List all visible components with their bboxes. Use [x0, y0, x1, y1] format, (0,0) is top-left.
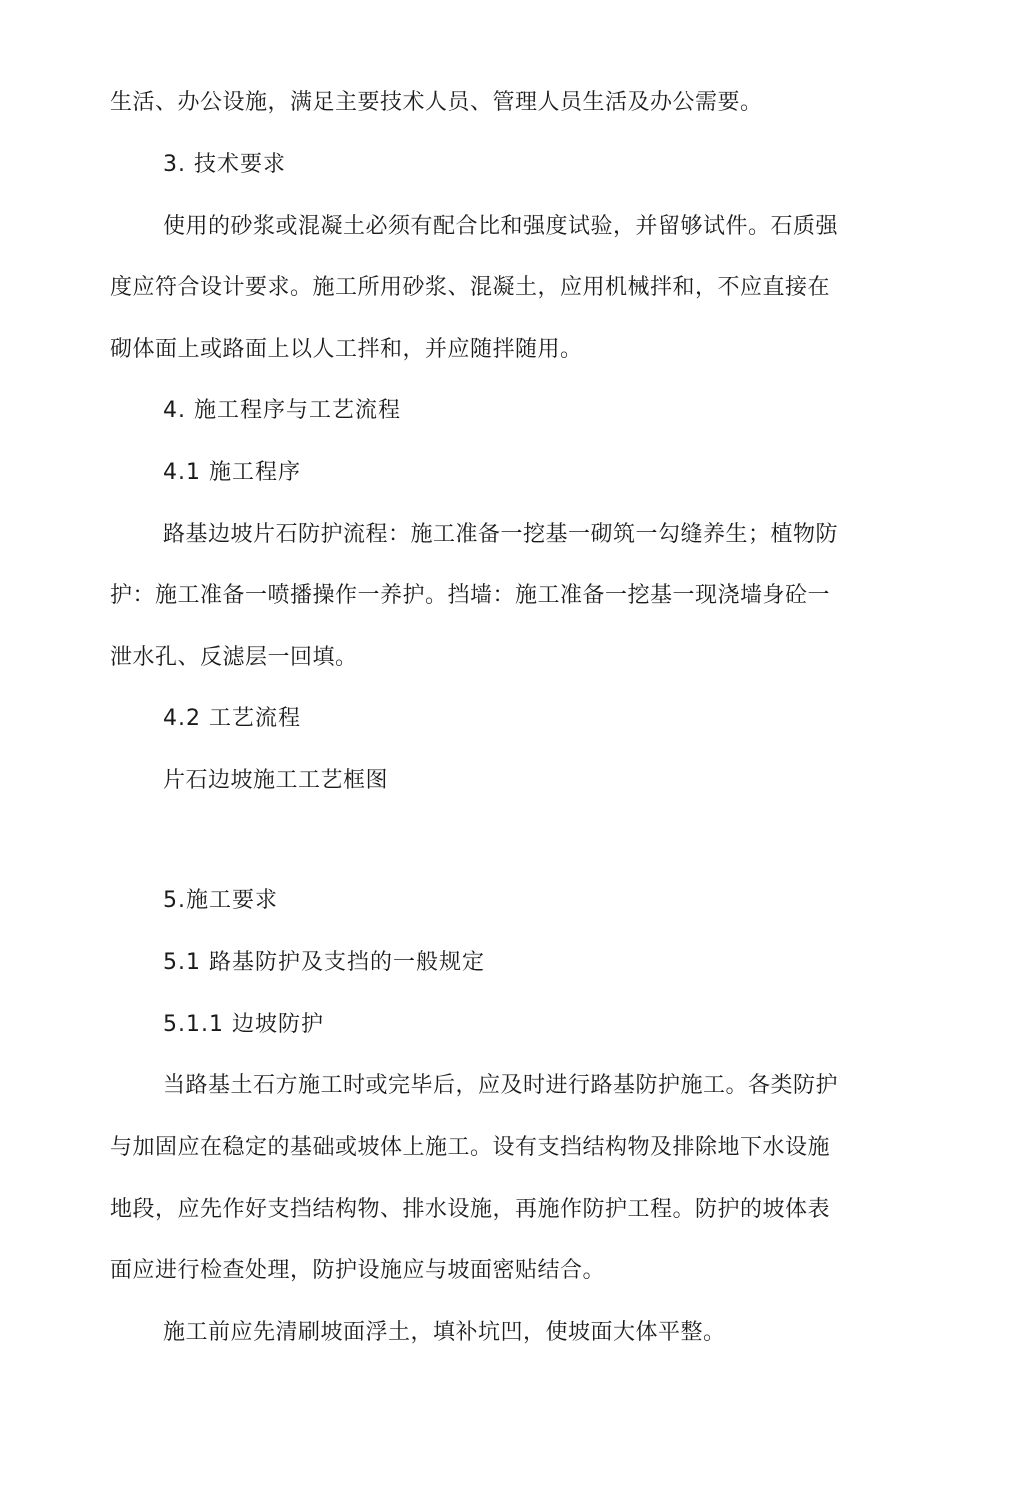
- section-heading-5: 5.施工要求: [163, 888, 278, 913]
- paragraph-line: 使用的砂浆或混凝土必须有配合比和强度试验，并留够试件。石质强: [163, 214, 839, 239]
- section-heading-4: 4. 施工程序与工艺流程: [163, 398, 401, 423]
- subsection-heading-5-1-1: 5.1.1 边坡防护: [163, 1012, 324, 1037]
- paragraph-line: 砌体面上或路面上以人工拌和，并应随拌随用。: [110, 337, 583, 362]
- paragraph-line: 度应符合设计要求。施工所用砂浆、混凝土，应用机械拌和，不应直接在: [110, 275, 831, 300]
- figure-caption: 片石边坡施工工艺框图: [163, 768, 389, 793]
- subsection-heading-4-1: 4.1 施工程序: [163, 460, 301, 485]
- subsection-heading-4-2: 4.2 工艺流程: [163, 706, 301, 731]
- paragraph-line: 地段，应先作好支挡结构物、排水设施，再施作防护工程。防护的坡体表: [110, 1197, 831, 1222]
- subsection-heading-5-1: 5.1 路基防护及支挡的一般规定: [163, 950, 485, 975]
- paragraph-line: 生活、办公设施，满足主要技术人员、管理人员生活及办公需要。: [110, 90, 763, 115]
- paragraph-line: 面应进行检查处理，防护设施应与坡面密贴结合。: [110, 1258, 606, 1283]
- paragraph-line: 泄水孔、反滤层一回填。: [110, 645, 358, 670]
- paragraph-line: 路基边坡片石防护流程：施工准备一挖基一砌筑一勾缝养生；植物防: [163, 522, 839, 547]
- paragraph-line: 护：施工准备一喷播操作一养护。挡墙：施工准备一挖基一现浇墙身砼一: [110, 583, 831, 608]
- paragraph-line: 与加固应在稳定的基础或坡体上施工。设有支挡结构物及排除地下水设施: [110, 1135, 831, 1160]
- paragraph-line: 施工前应先清刷坡面浮土，填补坑凹，使坡面大体平整。: [163, 1320, 726, 1345]
- paragraph-line: 当路基土石方施工时或完毕后，应及时进行路基防护施工。各类防护: [163, 1073, 839, 1098]
- section-heading-3: 3. 技术要求: [163, 152, 286, 177]
